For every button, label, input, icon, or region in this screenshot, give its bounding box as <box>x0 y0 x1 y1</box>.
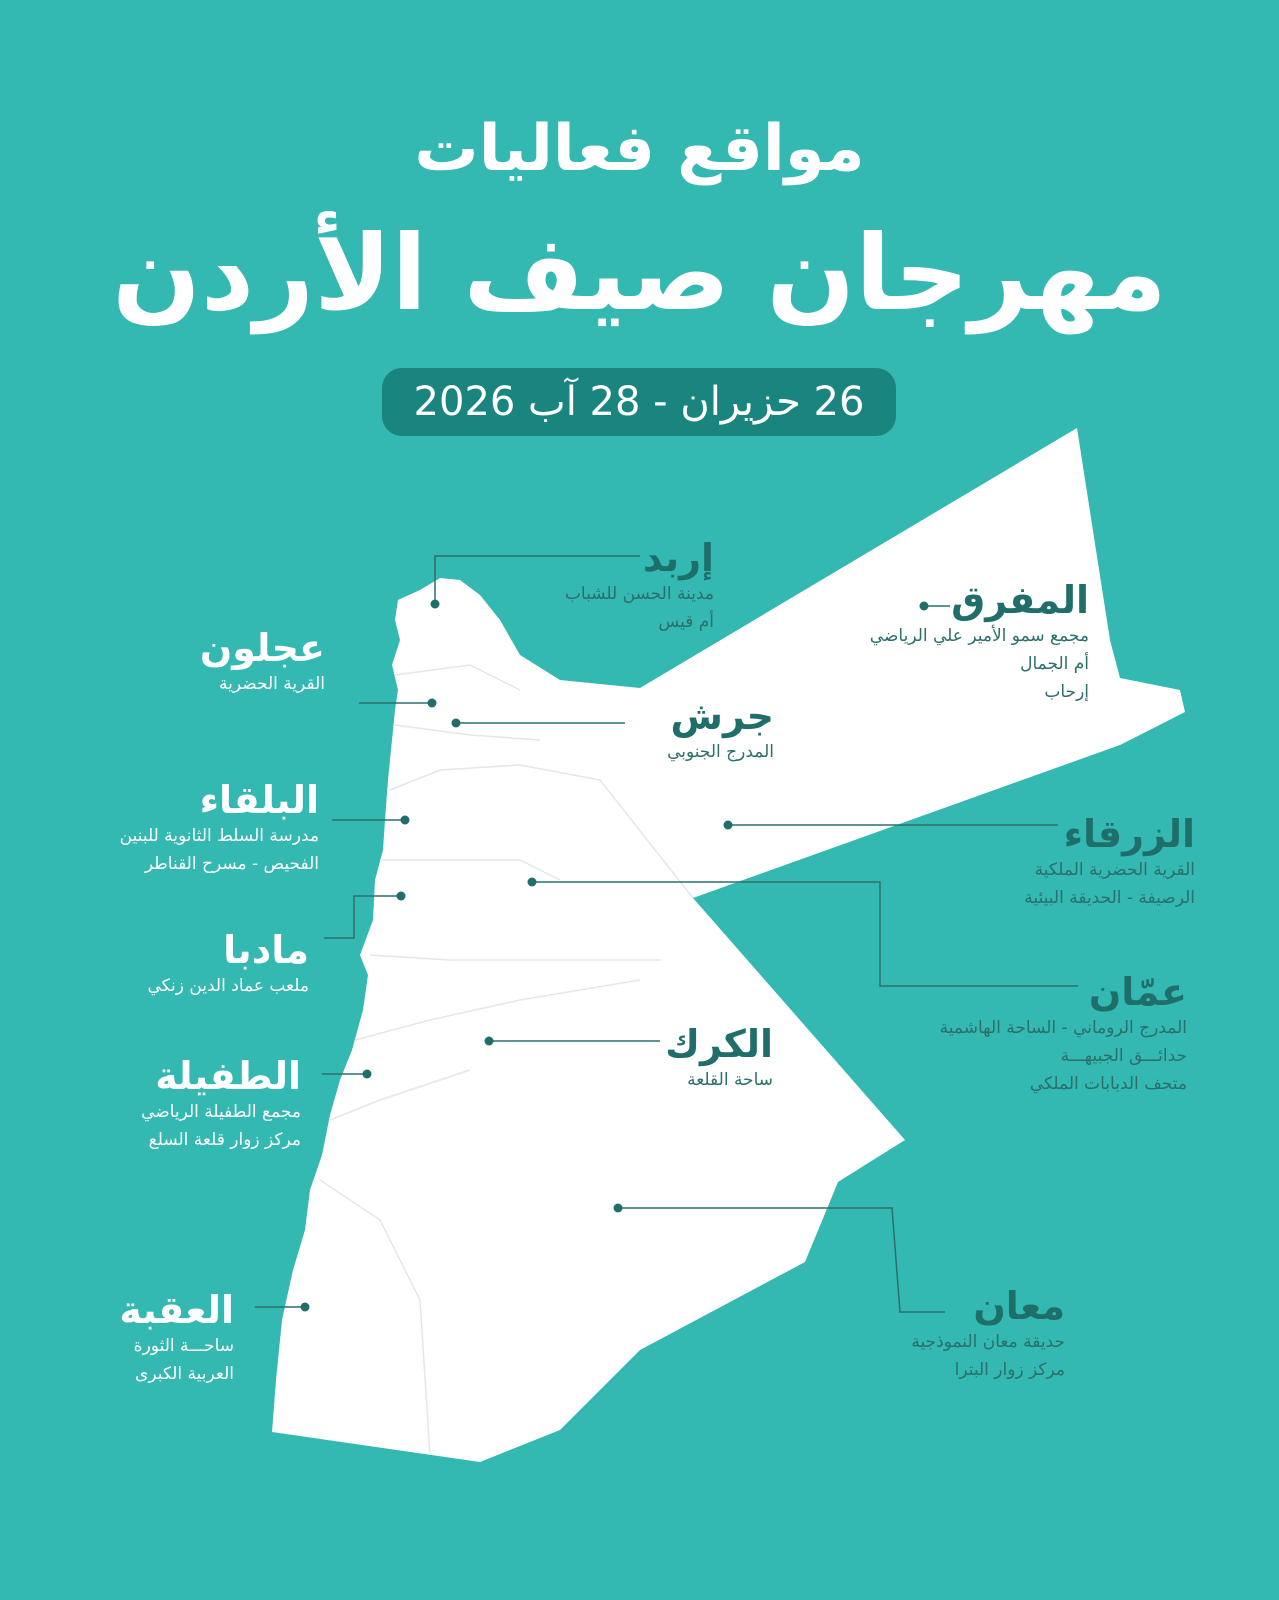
karak-dot <box>485 1037 494 1046</box>
maan-venue-2: مركز زوار البترا <box>954 1360 1065 1380</box>
ajloun-city: عجلون <box>199 626 325 670</box>
amman-city: عمّان <box>1088 970 1187 1014</box>
mafraq-venue-2: أم الجمال <box>1020 654 1089 674</box>
irbid-venue-2: أم قيس <box>658 612 714 632</box>
tafilah-city: الطفيلة <box>155 1054 301 1098</box>
title-line-1: مواقع فعاليات <box>414 112 865 186</box>
balqa-venue-2: الفحيص - مسرح القناطر <box>144 854 319 874</box>
zarqa-city: الزرقاء <box>1063 812 1195 856</box>
irbid-venue-1: مدينة الحسن للشباب <box>564 584 714 604</box>
madaba-dot <box>397 892 406 901</box>
amman-venue-2: حدائـــق الجبيهـــة <box>1060 1046 1187 1066</box>
amman-dot <box>528 878 537 887</box>
label-balqa <box>120 778 319 878</box>
balqa-dot <box>401 816 410 825</box>
tafilah-venue-1: مجمع الطفيلة الرياضي <box>141 1102 301 1122</box>
title-line-2: مهرجان صيف الأردن <box>112 212 1167 334</box>
balqa-venue-1: مدرسة السلط الثانوية للبنين <box>119 826 319 846</box>
mafraq-venue-3: إرحاب <box>1044 682 1089 702</box>
karak-city: الكرك <box>665 1022 773 1066</box>
date-range-badge: 26 حزيران - 28 آب 2026 <box>382 368 896 436</box>
maan-city: معان <box>973 1284 1065 1328</box>
amman-venue-3: متحف الدبابات الملكي <box>1029 1074 1187 1094</box>
label-jerash <box>667 694 774 766</box>
madaba-city: مادبا <box>223 928 309 972</box>
label-irbid <box>565 536 714 636</box>
label-tafilah <box>141 1054 301 1154</box>
mafraq-city: المفرق <box>951 578 1089 622</box>
ajloun-dot <box>428 699 437 708</box>
jerash-dot <box>452 719 461 728</box>
ajloun-venue-1: القرية الحضرية <box>219 674 325 694</box>
madaba-venue-1: ملعب عماد الدين زنكي <box>147 976 309 996</box>
irbid-dot <box>431 600 440 609</box>
maan-dot <box>614 1204 623 1213</box>
label-madaba <box>147 928 309 1000</box>
aqaba-venue-1: ساحـــة الثورة <box>133 1336 234 1356</box>
jerash-venue-1: المدرج الجنوبي <box>667 742 774 762</box>
zarqa-venue-2: الرصيفة - الحديقة البيئية <box>1024 888 1195 908</box>
label-zarqa <box>1024 812 1195 912</box>
tafilah-venue-2: مركز زوار قلعة السلع <box>148 1130 301 1150</box>
aqaba-venue-2: العربية الكبرى <box>135 1364 234 1384</box>
maan-venue-1: حديقة معان النموذجية <box>911 1332 1065 1352</box>
balqa-city: البلقاء <box>199 778 319 822</box>
label-maan <box>911 1284 1065 1384</box>
zarqa-venue-1: القرية الحضرية الملكية <box>1034 860 1195 880</box>
zarqa-dot <box>724 821 733 830</box>
tafilah-dot <box>363 1070 372 1079</box>
amman-venue-1: المدرج الروماني - الساحة الهاشمية <box>939 1018 1187 1038</box>
aqaba-dot <box>301 1303 310 1312</box>
label-ajloun <box>200 626 325 698</box>
label-amman <box>940 970 1187 1098</box>
label-aqaba <box>119 1288 234 1388</box>
jerash-city: جرش <box>670 694 774 738</box>
karak-venue-1: ساحة القلعة <box>687 1070 773 1090</box>
mafraq-venue-1: مجمع سمو الأمير علي الرياضي <box>869 626 1089 646</box>
irbid-city: إربد <box>642 536 714 580</box>
label-karak <box>665 1022 773 1094</box>
aqaba-city: العقبة <box>119 1288 234 1332</box>
label-mafraq <box>870 578 1089 706</box>
